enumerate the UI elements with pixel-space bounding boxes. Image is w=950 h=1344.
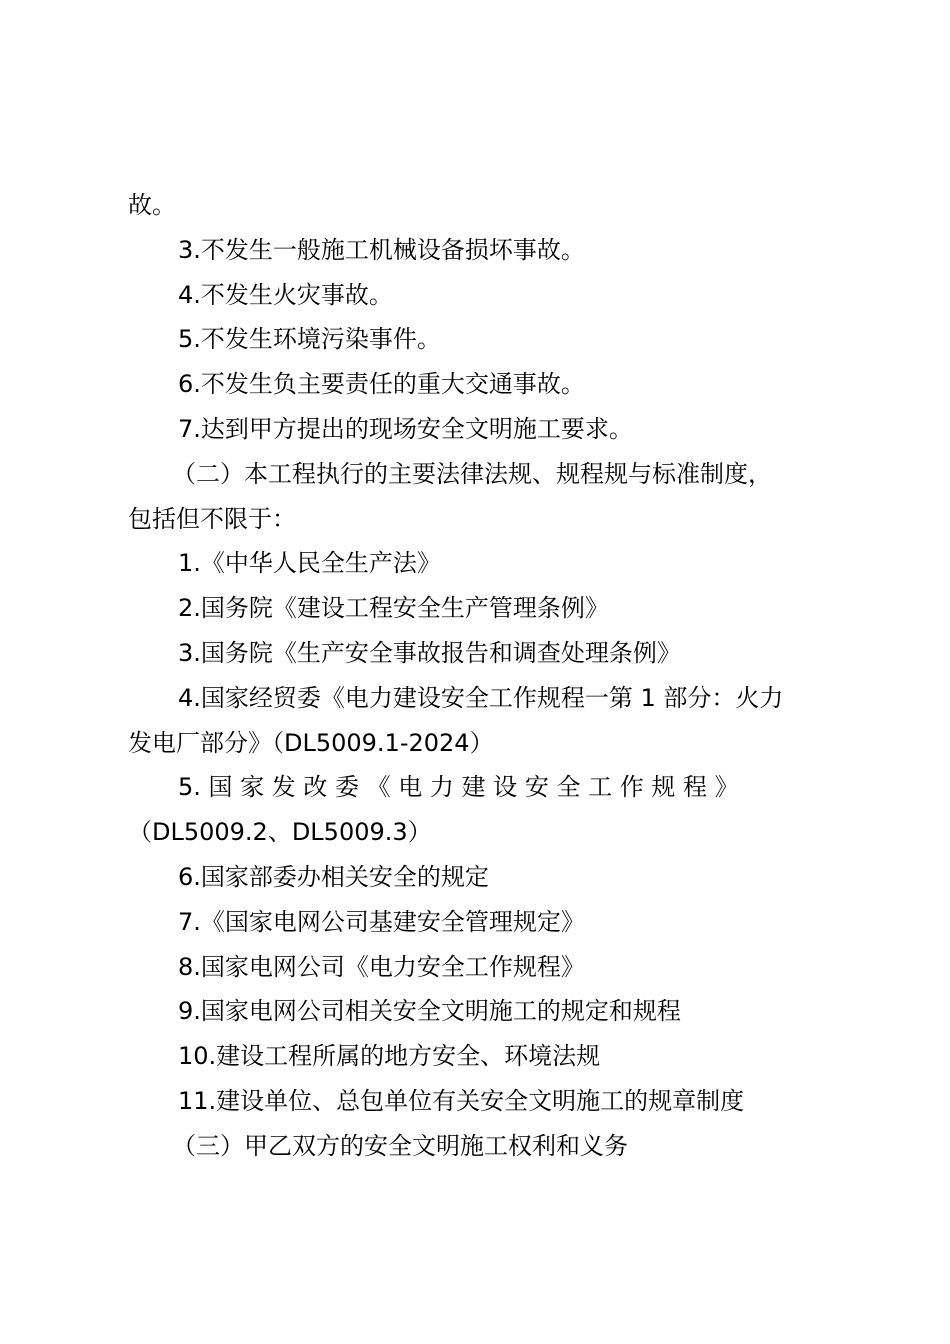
- regulation-item-3: 3.国务院《生产安全事故报告和调查处理条例》: [178, 638, 681, 667]
- regulation-item-10: 10.建设工程所属的地方安全、环境法规: [178, 1042, 601, 1071]
- target-item-4: 4.不发生火灾事故。: [178, 280, 393, 309]
- document-page: [128, 183, 832, 1169]
- target-item-6: 6.不发生负主要责任的重大交通事故。: [178, 370, 585, 399]
- regulation-item-4-continued: 发电厂部分》（DL5009.1-2024）: [128, 728, 494, 757]
- regulation-item-11: 11.建设单位、总包单位有关安全文明施工的规章制度: [178, 1086, 745, 1115]
- target-item-7: 7.达到甲方提出的现场安全文明施工要求。: [178, 414, 633, 443]
- regulation-item-1: 1.《中华人民全生产法》: [178, 549, 441, 578]
- section-heading-2: （二）本工程执行的主要法律法规、规程规与标准制度，: [172, 459, 772, 488]
- paragraph-line: 故。: [128, 191, 176, 219]
- regulation-item-5: 5. 国 家 发 改 委 《 电 力 建 设 安 全 工 作 规 程 》: [178, 773, 739, 802]
- regulation-item-6: 6.国家部委办相关安全的规定: [178, 862, 489, 891]
- regulation-item-8: 8.国家电网公司《电力安全工作规程》: [178, 952, 585, 981]
- regulation-item-2: 2.国务院《建设工程安全生产管理条例》: [178, 594, 609, 623]
- target-item-5: 5.不发生环境污染事件。: [178, 325, 441, 354]
- regulation-item-4: 4.国家经贸委《电力建设安全工作规程一第 1 部分：火力: [178, 683, 784, 712]
- regulation-item-7: 7.《国家电网公司基建安全管理规定》: [178, 907, 585, 936]
- section-heading-2-continued: 包括但不限于：: [128, 504, 296, 533]
- regulation-item-5-continued: （DL5009.2、DL5009.3）: [128, 818, 432, 847]
- regulation-item-9: 9.国家电网公司相关安全文明施工的规定和规程: [178, 997, 681, 1026]
- target-item-3: 3.不发生一般施工机械设备损坏事故。: [178, 235, 585, 264]
- section-heading-3: （三）甲乙双方的安全文明施工权利和义务: [172, 1131, 628, 1160]
